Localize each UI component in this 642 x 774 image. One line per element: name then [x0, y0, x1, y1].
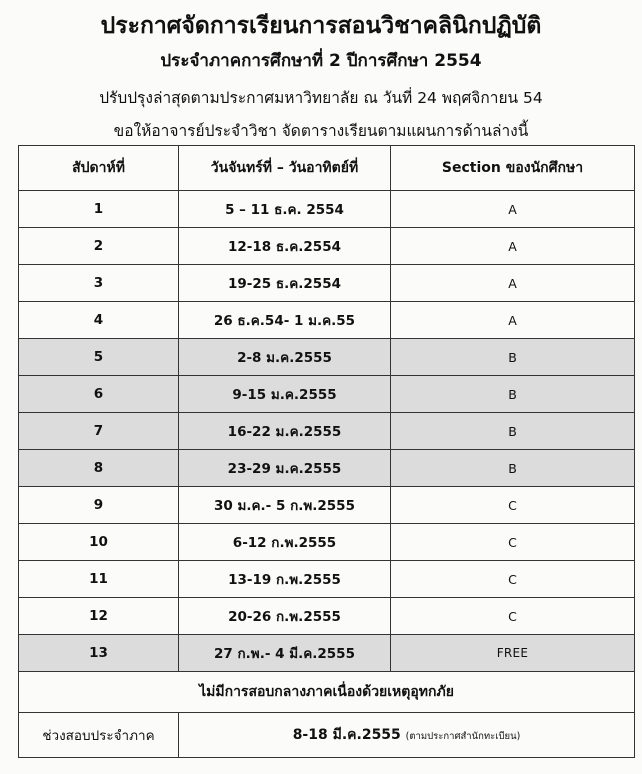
- section-cell: FREE: [391, 635, 635, 672]
- dates-cell: 5 – 11 ธ.ค. 2554: [179, 191, 391, 228]
- final-exam-dates: 8-18 มี.ค.2555: [292, 727, 401, 743]
- dates-cell: 26 ธ.ค.54- 1 ม.ค.55: [179, 302, 391, 339]
- dates-cell: 12-18 ธ.ค.2554: [179, 228, 391, 265]
- final-exam-dates-cell: [179, 713, 635, 758]
- section-cell: B: [391, 376, 635, 413]
- column-header-dates: วันจันทร์ที่ – วันอาทิตย์ที่: [179, 146, 391, 191]
- table-row: [19, 635, 635, 672]
- dates-cell: 2-8 ม.ค.2555: [179, 339, 391, 376]
- dates-cell: 16-22 ม.ค.2555: [179, 413, 391, 450]
- section-cell: B: [391, 339, 635, 376]
- table-row: [19, 561, 635, 598]
- dates-cell: 13-19 ก.พ.2555: [179, 561, 391, 598]
- week-cell: 9: [19, 487, 179, 524]
- document-title: ประกาศจัดการเรียนการสอนวิชาคลินิกปฏิบัติ: [100, 13, 542, 39]
- week-cell: 4: [19, 302, 179, 339]
- week-cell: 12: [19, 598, 179, 635]
- dates-cell: 6-12 ก.พ.2555: [179, 524, 391, 561]
- week-cell: 5: [19, 339, 179, 376]
- schedule-table: [18, 145, 635, 758]
- table-row: [19, 376, 635, 413]
- section-cell: C: [391, 487, 635, 524]
- table-row: [19, 450, 635, 487]
- section-cell: B: [391, 413, 635, 450]
- table-row: [19, 598, 635, 635]
- column-header-week: สัปดาห์ที่: [19, 146, 179, 191]
- section-cell: C: [391, 598, 635, 635]
- dates-cell: 27 ก.พ.- 4 มี.ค.2555: [179, 635, 391, 672]
- week-cell: 2: [19, 228, 179, 265]
- week-cell: 10: [19, 524, 179, 561]
- section-cell: C: [391, 561, 635, 598]
- week-cell: 8: [19, 450, 179, 487]
- table-row: [19, 265, 635, 302]
- table-body: [19, 191, 635, 672]
- final-exam-label: ช่วงสอบประจำภาค: [19, 713, 179, 758]
- week-cell: 3: [19, 265, 179, 302]
- section-cell: A: [391, 302, 635, 339]
- dates-cell: 19-25 ธ.ค.2554: [179, 265, 391, 302]
- section-cell: B: [391, 450, 635, 487]
- table-row: [19, 302, 635, 339]
- dates-cell: 20-26 ก.พ.2555: [179, 598, 391, 635]
- week-cell: 6: [19, 376, 179, 413]
- table-row: [19, 191, 635, 228]
- table-header-row: [19, 146, 635, 191]
- table-row: [19, 413, 635, 450]
- midterm-note: ไม่มีการสอบกลางภาคเนื่องด้วยเหตุอุทกภัย: [19, 672, 635, 713]
- midterm-note-row: [19, 672, 635, 713]
- week-cell: 11: [19, 561, 179, 598]
- table-row: [19, 339, 635, 376]
- table-row: [19, 524, 635, 561]
- week-cell: 7: [19, 413, 179, 450]
- table-row: [19, 487, 635, 524]
- week-cell: 13: [19, 635, 179, 672]
- column-header-section: Section ของนักศึกษา: [391, 146, 635, 191]
- update-notice: ปรับปรุงล่าสุดตามประกาศมหาวิทยาลัย ณ วันที่ 24 พฤศจิกายน 54: [99, 89, 543, 107]
- final-exam-remark: (ตามประกาศสำนักทะเบียน): [405, 731, 521, 742]
- week-cell: 1: [19, 191, 179, 228]
- table-row: [19, 228, 635, 265]
- instruction-notice: ขอให้อาจารย์ประจำวิชา จัดตารางเรียนตามแผนการด้านล่างนี้: [113, 122, 529, 140]
- dates-cell: 30 ม.ค.- 5 ก.พ.2555: [179, 487, 391, 524]
- final-exam-row: [19, 713, 635, 758]
- section-cell: C: [391, 524, 635, 561]
- dates-cell: 23-29 ม.ค.2555: [179, 450, 391, 487]
- section-cell: A: [391, 191, 635, 228]
- document-subtitle: ประจำภาคการศึกษาที่ 2 ปีการศึกษา 2554: [160, 51, 482, 71]
- section-cell: A: [391, 228, 635, 265]
- dates-cell: 9-15 ม.ค.2555: [179, 376, 391, 413]
- section-cell: A: [391, 265, 635, 302]
